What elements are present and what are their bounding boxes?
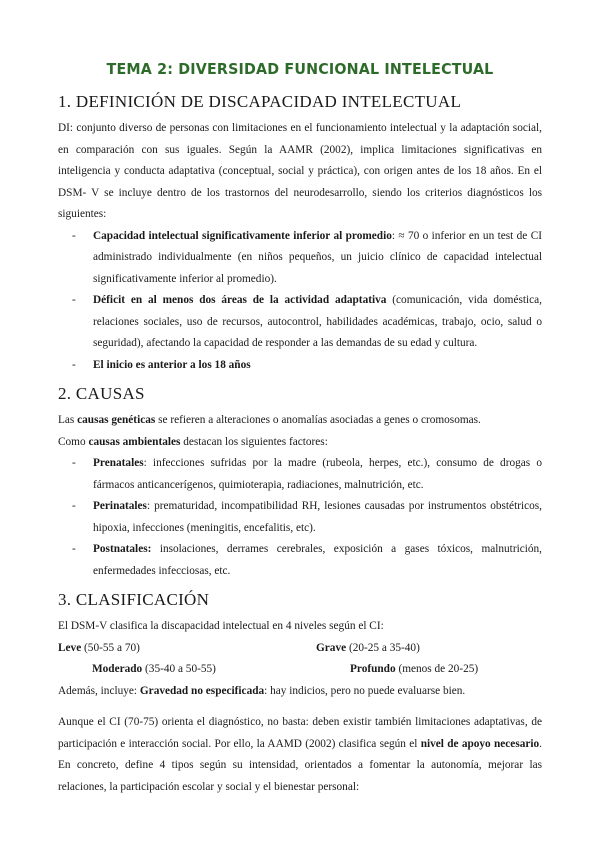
item-text: (comunicación, vida doméstica, relaciones sociales, uso de recursos, autocontrol, habilidades académicas, trabajo, ocio, salud o seguridad), afectando la capacidad de responder a las demandas de su edad y cultura. [93, 294, 542, 349]
section-heading-3: 3. CLASIFICACIÓN [58, 590, 210, 609]
item-text: : ≈ 70 o inferior en un test de CI administrado individualmente (en niños pequeños, un juicio clínico de capacidad intelectual significativamente inferior al promedio). [93, 229, 542, 285]
section-definicion [58, 92, 542, 376]
level-grave: Grave (20-25 a 35-40) [316, 641, 420, 654]
document-title: TEMA 2: DIVERSIDAD FUNCIONAL INTELECTUAL [106, 60, 494, 78]
section-heading-1: 1. DEFINICIÓN DE DISCAPACIDAD INTELECTUAL [58, 92, 462, 111]
item-text: insolaciones, derrames cerebrales, exposición a gases tóxicos, malnutrición, enfermedades infecciosas, etc. [93, 543, 542, 577]
item-text: : prematuridad, incompatibilidad RH, lesiones causadas por instrumentos obstétricos, hipoxia, infecciones (meningitis, encefalitis, etc). [93, 500, 542, 534]
item-term: Prenatales [93, 457, 144, 469]
section-heading-2: 2. CAUSAS [58, 384, 145, 403]
level-profundo: Profundo (menos de 20-25) [350, 663, 479, 675]
severity-levels [58, 638, 542, 681]
environmental-causes-line: Como causas ambientales destacan los siguientes factores: [58, 435, 328, 448]
criteria-list [58, 226, 542, 377]
definition-paragraph: DI: conjunto diverso de personas con limitaciones en el funcionamiento intelectual y la adaptación social, en comparación con sus iguales. Según la AAMR (2002), implica limitaciones significativas en inteligencia y conducta adaptativa (conceptual, social y práctica), con origen antes de los 18 años. En el DSM- V se incluye dentro de los trastornos del neurodesarrollo, siendo los criterios diagnósticos los siguientes: [58, 122, 542, 220]
list-item: - Prenatales: infecciones sufridas por la madre (rubeola, herpes, etc.), consumo de drogas o fármacos anticancerígenos, quimioterapia, radiaciones, malnutrición, etc. [72, 457, 542, 491]
support-level-paragraph: Aunque el CI (70-75) orienta el diagnóstico, no basta: deben existir también limitaciones adaptativas, de participación e interacción social. Por ello, la AAMD (2002) clasifica según el nivel de apoyo necesario. En concreto, define 4 tipos según su intensidad, orientados a fomentar la autonomía, mejorar las relaciones, la participación escolar y social y el bienestar personal: [58, 716, 542, 793]
section-clasificacion [58, 590, 542, 798]
causes-list [58, 453, 542, 582]
document-page [58, 60, 542, 806]
level-leve: Leve (50-55 a 70) [58, 641, 140, 654]
section-causas [58, 384, 542, 582]
level-moderado: Moderado (35-40 a 50-55) [92, 663, 216, 675]
item-text: : infecciones sufridas por la madre (rubeola, herpes, etc.), consumo de drogas o fármacos anticancerígenos, quimioterapia, radiaciones, malnutrición, etc. [93, 457, 542, 491]
list-item: - Capacidad intelectual significativamente inferior al promedio: ≈ 70 o inferior en un test de CI administrado individualmente (en niños pequeños, un juicio clínico de capacidad intelectual significativamente inferior al promedio). [72, 229, 542, 285]
item-term: Capacidad intelectual significativamente inferior al promedio [93, 229, 392, 242]
item-term: El inicio es anterior a los 18 años [93, 358, 251, 371]
genetic-causes-line: Las causas genéticas se refieren a alteraciones o anomalías asociadas a genes o cromosomas. [58, 414, 481, 426]
item-term: Perinatales [93, 500, 147, 512]
list-item: - Déficit en al menos dos áreas de la actividad adaptativa (comunicación, vida doméstica, relaciones sociales, uso de recursos, autocontrol, habilidades académicas, trabajo, ocio, salud o seguridad), afectando la capacidad de responder a las demandas de su edad y cultura. [72, 294, 542, 349]
classification-intro: El DSM-V clasifica la discapacidad intelectual en 4 niveles según el CI: [58, 620, 384, 632]
list-item: - Postnatales: insolaciones, derrames cerebrales, exposición a gases tóxicos, malnutrición, enfermedades infecciosas, etc. [72, 543, 542, 577]
list-item: - El inicio es anterior a los 18 años [72, 358, 251, 371]
unspecified-severity-line: Además, incluye: Gravedad no especificada: hay indicios, pero no puede evaluarse bien. [58, 684, 466, 697]
list-item: - Perinatales: prematuridad, incompatibilidad RH, lesiones causadas por instrumentos obstétricos, hipoxia, infecciones (meningitis, encefalitis, etc). [72, 500, 542, 534]
item-term: Postnatales: [93, 543, 152, 555]
item-term: Déficit en al menos dos áreas de la actividad adaptativa [93, 294, 387, 306]
